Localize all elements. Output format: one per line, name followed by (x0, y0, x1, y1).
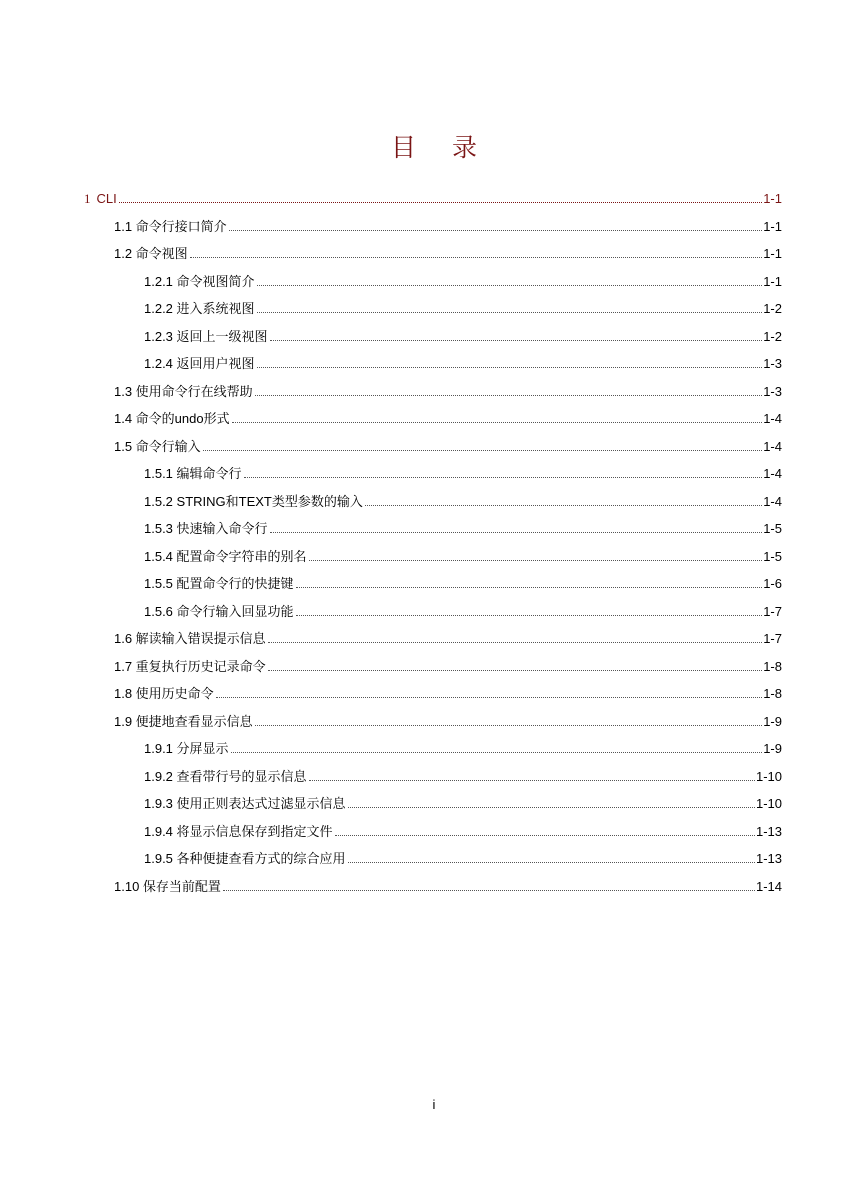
toc-entry-label: 1.5.5 配置命令行的快捷键 (144, 576, 294, 591)
dot-leader (335, 834, 755, 836)
toc-page-number: 1-1 (763, 218, 782, 234)
toc-entry-label: 1.2 命令视图 (114, 246, 188, 261)
toc-page-number: 1-13 (755, 851, 782, 866)
toc-entry-label: 1.2.4 返回用户视图 (144, 356, 255, 371)
toc-entry[interactable] (114, 623, 782, 647)
dot-leader (257, 366, 763, 368)
dot-leader (268, 641, 763, 643)
toc-entry[interactable] (114, 706, 782, 730)
dot-leader (232, 421, 763, 423)
dot-leader (257, 311, 763, 313)
toc-entry[interactable] (144, 596, 782, 620)
toc-page-number: 1-8 (763, 658, 782, 674)
dot-leader (270, 339, 763, 341)
toc-page-number: 1-1 (763, 191, 782, 206)
toc-page-number: 1-5 (763, 548, 782, 564)
toc-entry[interactable] (144, 541, 782, 565)
toc-entry-label: 1.2.2 进入系统视图 (144, 301, 255, 316)
toc-chapter-cli[interactable] (84, 183, 782, 207)
toc-page-number: 1-7 (763, 603, 782, 619)
dot-leader (223, 889, 755, 891)
dot-leader (119, 201, 762, 203)
dot-leader (244, 476, 763, 478)
dot-leader (203, 449, 763, 451)
toc-entry[interactable] (114, 211, 782, 235)
toc-entry[interactable] (144, 486, 782, 510)
dot-leader (255, 394, 763, 396)
dot-leader (348, 861, 755, 863)
toc-entry[interactable] (114, 651, 782, 675)
toc-page-number: 1-3 (763, 356, 782, 371)
toc-page-number: 1-9 (763, 713, 782, 729)
dot-leader (231, 751, 763, 753)
toc-entry-label: 1.1 命令行接口简介 (114, 218, 227, 234)
toc-entry[interactable] (144, 816, 782, 840)
toc-page-number: 1-9 (763, 741, 782, 756)
toc-entry[interactable] (144, 568, 782, 592)
toc-entry[interactable] (144, 348, 782, 372)
toc-page-number: 1-4 (763, 493, 782, 509)
dot-leader (257, 284, 763, 286)
toc-entry-label: 1.6 解读输入错误提示信息 (114, 631, 266, 646)
toc-entry-label: 1.9 便捷地查看显示信息 (114, 713, 253, 729)
toc-entry-label: 1.8 使用历史命令 (114, 686, 214, 701)
dot-leader (348, 806, 755, 808)
toc-page-number: 1-3 (763, 383, 782, 399)
toc-entry-label: 1.9.4 将显示信息保存到指定文件 (144, 823, 333, 839)
toc-entry-label: 1.5.6 命令行输入回显功能 (144, 603, 294, 619)
dot-leader (268, 669, 763, 671)
dot-leader (296, 614, 763, 616)
toc-entry-label: 1.7 重复执行历史记录命令 (114, 658, 266, 674)
toc-page-number: 1-1 (763, 273, 782, 289)
toc-entry[interactable] (144, 761, 782, 785)
toc-page-number: 1-6 (763, 576, 782, 591)
toc-entry[interactable] (144, 321, 782, 345)
toc-entry-label: 1.4 命令的undo形式 (114, 411, 230, 426)
dot-leader (216, 696, 763, 698)
toc-page-number: 1-4 (763, 466, 782, 481)
page-number: i (432, 1097, 436, 1112)
toc-entry[interactable] (144, 266, 782, 290)
dot-leader (309, 779, 755, 781)
toc-entry[interactable] (144, 293, 782, 317)
toc-page-number: 1-2 (763, 301, 782, 316)
toc-entry[interactable] (144, 458, 782, 482)
dot-leader (255, 724, 763, 726)
page-title: 目 录 (391, 133, 491, 162)
toc-page-number: 1-2 (763, 328, 782, 344)
toc-entry-label: 1.9.5 各种便捷查看方式的综合应用 (144, 851, 346, 866)
toc-page-number: 1-4 (763, 411, 782, 426)
toc-page-number: 1-8 (763, 686, 782, 701)
dot-leader (190, 256, 763, 258)
toc-entry[interactable] (114, 376, 782, 400)
toc-entry-label: 1.3 使用命令行在线帮助 (114, 383, 253, 399)
dot-leader (309, 559, 763, 561)
toc-page-number: 1-5 (763, 521, 782, 536)
toc-page-number: 1-4 (763, 438, 782, 454)
dot-leader (296, 586, 763, 588)
toc-entry[interactable] (144, 843, 782, 867)
toc-entry[interactable] (144, 733, 782, 757)
dot-leader (229, 229, 763, 231)
toc-entry-label: 1.9.3 使用正则表达式过滤显示信息 (144, 796, 346, 811)
toc-entry[interactable] (114, 238, 782, 262)
toc-entry-label: 1.5.4 配置命令字符串的别名 (144, 548, 307, 564)
toc-entry[interactable] (114, 871, 782, 895)
toc-page-number: 1-10 (755, 796, 782, 811)
dot-leader (270, 531, 763, 533)
toc-entry-label: 1.5.2 STRING和TEXT类型参数的输入 (144, 493, 363, 509)
toc-entry-label: 1.9.1 分屏显示 (144, 741, 229, 756)
toc-entry[interactable] (144, 513, 782, 537)
toc-entry[interactable] (114, 403, 782, 427)
toc-entry[interactable] (114, 678, 782, 702)
toc-entry-label: 1.5.3 快速输入命令行 (144, 521, 268, 536)
toc-page-number: 1-7 (763, 631, 782, 646)
toc-page-number: 1-1 (763, 246, 782, 261)
toc-entry-label: 1.5.1 编辑命令行 (144, 466, 242, 481)
toc-entry-label: 1.9.2 查看带行号的显示信息 (144, 768, 307, 784)
toc-page-number: 1-13 (755, 823, 782, 839)
toc-entry[interactable] (114, 431, 782, 455)
toc-page-number: 1-14 (755, 878, 782, 894)
chapter-number: 1 (84, 191, 91, 206)
dot-leader (365, 504, 762, 506)
toc-entry-label: 1.2.3 返回上一级视图 (144, 328, 268, 344)
toc-entry-label: 1.5 命令行输入 (114, 438, 201, 454)
toc-entry-label: 1.2.1 命令视图简介 (144, 273, 255, 289)
toc-entry-label: 1.10 保存当前配置 (114, 878, 221, 894)
toc-entry[interactable] (144, 788, 782, 812)
chapter-title: CLI (96, 191, 117, 206)
toc-chapter-label (84, 191, 117, 207)
toc-page-number: 1-10 (755, 768, 782, 784)
